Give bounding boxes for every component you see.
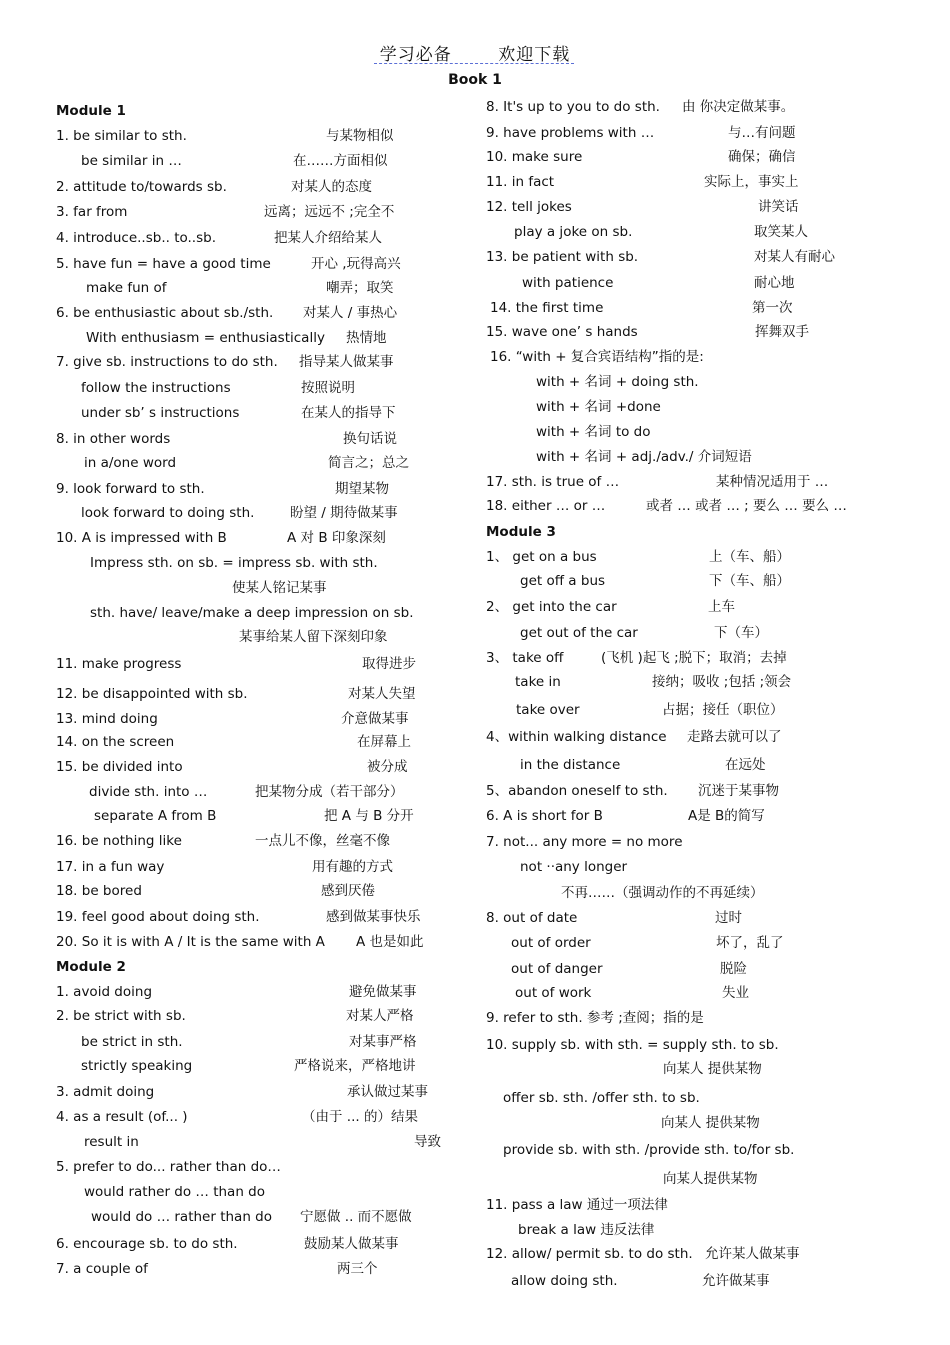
chinese-meaning: 与某物相似 (326, 128, 394, 144)
english-phrase: 9. look forward to sth. (56, 481, 205, 497)
english-phrase: 14. on the screen (56, 734, 175, 750)
chinese-meaning: 耐心地 (754, 275, 795, 291)
english-phrase: 7. a couple of (56, 1261, 148, 1277)
chinese-meaning: （由于 ... 的）结果 (302, 1109, 418, 1125)
chinese-meaning: 嘲弄；取笑 (326, 280, 394, 296)
chinese-meaning: 由 你决定做某事。 (682, 99, 795, 115)
english-phrase: divide sth. into … (89, 784, 208, 800)
chinese-meaning: 盼望 / 期待做某事 (290, 505, 398, 521)
chinese-meaning: 向某人 提供某物 (663, 1061, 762, 1077)
chinese-meaning: A 对 B 印象深刻 (287, 530, 386, 546)
english-phrase: get out of the car (520, 625, 638, 641)
chinese-meaning: 某种情况适用于 … (716, 474, 829, 490)
english-phrase: look forward to doing sth. (81, 505, 255, 521)
chinese-meaning: 远离；远远不 ;完全不 (264, 204, 395, 220)
chinese-meaning: 对某人严格 (346, 1008, 414, 1024)
chinese-meaning: 换句话说 (343, 431, 397, 447)
chinese-meaning: 走路去就可以了 (687, 729, 782, 745)
chinese-meaning: 感到做某事快乐 (326, 909, 421, 925)
english-phrase: 14. the first time (490, 300, 604, 316)
english-phrase: 7. give sb. instructions to do sth. (56, 354, 278, 370)
chinese-meaning: 把某物分成（若干部分） (255, 784, 404, 800)
english-phrase: be strict in sth. (81, 1034, 183, 1050)
chinese-meaning: 两三个 (337, 1261, 378, 1277)
english-phrase: 13. be patient with sb. (486, 249, 639, 265)
english-phrase: 12. allow/ permit sb. to do sth. (486, 1246, 693, 1262)
english-phrase: 3. admit doing (56, 1084, 155, 1100)
english-phrase: 2. be strict with sb. (56, 1008, 186, 1024)
chinese-meaning: 开心 ,玩得高兴 (311, 256, 401, 272)
english-phrase: 11. pass a law 通过一项法律 (486, 1197, 668, 1213)
english-phrase: under sb’ s instructions (81, 405, 240, 421)
chinese-meaning: 承认做过某事 (347, 1084, 428, 1100)
chinese-meaning: 接纳；吸收 ;包括 ;领会 (652, 674, 792, 690)
chinese-meaning: 取得进步 (362, 656, 416, 672)
english-phrase: not ··any longer (520, 859, 628, 875)
chinese-meaning: 导致 (414, 1134, 441, 1150)
english-phrase: 11. make progress (56, 656, 182, 672)
chinese-meaning: 把某人介绍给某人 (274, 230, 382, 246)
english-phrase: 19. feel good about doing sth. (56, 909, 260, 925)
english-phrase: separate A from B (94, 808, 217, 824)
english-phrase: Module 3 (486, 524, 556, 540)
english-phrase: 12. tell jokes (486, 199, 572, 215)
chinese-meaning: 允许某人做某事 (705, 1246, 800, 1262)
header-right-text: 欢迎下载 (498, 45, 571, 65)
english-phrase: 9. have problems with … (486, 125, 655, 141)
chinese-meaning: 失业 (722, 985, 749, 1001)
chinese-meaning: 某事给某人留下深刻印象 (239, 629, 388, 645)
english-phrase: 6. be enthusiastic about sb./sth. (56, 305, 274, 321)
english-phrase: 7. not... any more = no more (486, 834, 683, 850)
english-phrase: take over (516, 702, 580, 718)
english-phrase: Module 1 (56, 103, 126, 119)
chinese-meaning: 对某人有耐心 (754, 249, 835, 265)
english-phrase: 16. “with + 复合宾语结构”指的是: (490, 349, 704, 365)
chinese-meaning: 介意做某事 (341, 711, 409, 727)
english-phrase: 10. make sure (486, 149, 583, 165)
chinese-meaning: 被分成 (367, 759, 408, 775)
chinese-meaning: 过时 (715, 910, 742, 926)
english-phrase: 2. attitude to/towards sb. (56, 179, 227, 195)
english-phrase: 18. either … or … (486, 498, 606, 514)
english-phrase: offer sb. sth. /offer sth. to sb. (503, 1090, 700, 1106)
chinese-meaning: 沉迷于某事物 (698, 783, 779, 799)
chinese-meaning: 在远处 (725, 757, 766, 773)
chinese-meaning: 与…有问题 (728, 125, 796, 141)
english-phrase: sth. have/ leave/make a deep impression on sb. (90, 605, 414, 621)
english-phrase: 1. be similar to sth. (56, 128, 187, 144)
english-phrase: 20. So it is with A / It is the same with A (56, 934, 325, 950)
english-phrase: result in (84, 1134, 139, 1150)
english-phrase: with + 名词 to do (536, 424, 651, 440)
chinese-meaning: 脱险 (720, 961, 747, 977)
english-phrase: 6. A is short for B (486, 808, 603, 824)
chinese-meaning: 上车 (708, 599, 735, 615)
english-phrase: with + 名词 +done (536, 399, 661, 415)
chinese-meaning: 宁愿做 .. 而不愿做 (300, 1209, 412, 1225)
english-phrase: play a joke on sb. (514, 224, 633, 240)
english-phrase: 10. supply sb. with sth. = supply sth. to sb. (486, 1037, 779, 1053)
chinese-meaning: 讲笑话 (758, 199, 799, 215)
english-phrase: 3. far from (56, 204, 128, 220)
chinese-meaning: 上（车、船） (709, 549, 790, 565)
chinese-meaning: 允许做某事 (702, 1273, 770, 1289)
english-phrase: with patience (522, 275, 614, 291)
english-phrase: 5. prefer to do... rather than do… (56, 1159, 281, 1175)
chinese-meaning: 对某人的态度 (291, 179, 372, 195)
chinese-meaning: 对某人 / 事热心 (303, 305, 398, 321)
chinese-meaning: 鼓励某人做某事 (304, 1236, 399, 1252)
english-phrase: 4. as a result (of... ) (56, 1109, 188, 1125)
english-phrase: 17. in a fun way (56, 859, 165, 875)
chinese-meaning: 占据；接任（职位） (662, 702, 784, 718)
english-phrase: get off a bus (520, 573, 606, 589)
chinese-meaning: 挥舞双手 (755, 324, 809, 340)
chinese-meaning: 在屏幕上 (357, 734, 411, 750)
chinese-meaning: 严格说来，严格地讲 (294, 1058, 416, 1074)
english-phrase: would rather do … than do (84, 1184, 265, 1200)
header-left-text: 学习必备 (379, 45, 452, 65)
page-header (0, 40, 950, 65)
english-phrase: 11. in fact (486, 174, 555, 190)
english-phrase: 10. A is impressed with B (56, 530, 227, 546)
english-phrase: with + 名词 + adj./adv./ 介词短语 (536, 449, 752, 465)
english-phrase: 9. refer to sth. 参考 ;查阅；指的是 (486, 1010, 704, 1026)
english-phrase: Impress sth. on sb. = impress sb. with sth. (90, 555, 378, 571)
chinese-meaning: 下（车、船） (709, 573, 790, 589)
english-phrase: be similar in … (81, 153, 182, 169)
english-phrase: 1、 get on a bus (486, 549, 597, 565)
english-phrase: Module 2 (56, 959, 126, 975)
english-phrase: With enthusiasm = enthusiastically (86, 330, 325, 346)
english-phrase: 2、 get into the car (486, 599, 617, 615)
english-phrase: allow doing sth. (511, 1273, 618, 1289)
chinese-meaning: A 也是如此 (356, 934, 424, 950)
english-phrase: out of danger (511, 961, 603, 977)
english-phrase: 8. out of date (486, 910, 578, 926)
english-phrase: strictly speaking (81, 1058, 193, 1074)
chinese-meaning: 一点儿不像，丝毫不像 (255, 833, 390, 849)
chinese-meaning: 第一次 (752, 300, 793, 316)
chinese-meaning: 在某人的指导下 (301, 405, 396, 421)
english-phrase: break a law 违反法律 (518, 1222, 655, 1238)
english-phrase: make fun of (86, 280, 167, 296)
english-phrase: 18. be bored (56, 883, 142, 899)
chinese-meaning: 把 A 与 B 分开 (324, 808, 414, 824)
chinese-meaning: (飞机 )起飞 ;脱下；取消；去掉 (601, 650, 787, 666)
chinese-meaning: 向某人提供某物 (663, 1171, 758, 1187)
english-phrase: 5. have fun = have a good time (56, 256, 271, 272)
chinese-meaning: 期望某物 (335, 481, 389, 497)
chinese-meaning: 在……方面相似 (293, 153, 388, 169)
english-phrase: 15. wave one’ s hands (486, 324, 638, 340)
english-phrase: 15. be divided into (56, 759, 183, 775)
chinese-meaning: 实际上，事实上 (704, 174, 799, 190)
english-phrase: 1. avoid doing (56, 984, 153, 1000)
chinese-meaning: 向某人 提供某物 (661, 1115, 760, 1131)
english-phrase: 13. mind doing (56, 711, 158, 727)
chinese-meaning: 简言之；总之 (328, 455, 409, 471)
english-phrase: with + 名词 + doing sth. (536, 374, 699, 390)
english-phrase: in the distance (520, 757, 621, 773)
chinese-meaning: 确保；确信 (728, 149, 796, 165)
english-phrase: 5、abandon oneself to sth. (486, 783, 668, 799)
english-phrase: in a/one word (84, 455, 177, 471)
chinese-meaning: 热情地 (346, 330, 387, 346)
english-phrase: 3、 take off (486, 650, 564, 666)
english-phrase: 16. be nothing like (56, 833, 182, 849)
english-phrase: follow the instructions (81, 380, 231, 396)
english-phrase: provide sb. with sth. /provide sth. to/for sb. (503, 1142, 795, 1158)
chinese-meaning: 感到厌倦 (321, 883, 375, 899)
english-phrase: 12. be disappointed with sb. (56, 686, 248, 702)
book-title: Book 1 (448, 72, 502, 88)
english-phrase: 8. It's up to you to do sth. (486, 99, 660, 115)
chinese-meaning: 取笑某人 (754, 224, 808, 240)
chinese-meaning: 坏了，乱了 (716, 935, 784, 951)
english-phrase: 8. in other words (56, 431, 171, 447)
chinese-meaning: 下（车） (714, 625, 768, 641)
english-phrase: out of order (511, 935, 591, 951)
english-phrase: 4、within walking distance (486, 729, 667, 745)
english-phrase: out of work (515, 985, 592, 1001)
chinese-meaning: 对某人失望 (348, 686, 416, 702)
chinese-meaning: 不再……（强调动作的不再延续） (561, 885, 764, 901)
english-phrase: 4. introduce..sb.. to..sb. (56, 230, 216, 246)
chinese-meaning: 或者 … 或者 … ; 要么 … 要么 … (646, 498, 847, 514)
english-phrase: would do … rather than do (91, 1209, 272, 1225)
chinese-meaning: 按照说明 (301, 380, 355, 396)
english-phrase: 6. encourage sb. to do sth. (56, 1236, 238, 1252)
chinese-meaning: 对某事严格 (349, 1034, 417, 1050)
chinese-meaning: 指导某人做某事 (299, 354, 394, 370)
chinese-meaning: 用有趣的方式 (312, 859, 393, 875)
header-underline (374, 63, 574, 64)
chinese-meaning: 避免做某事 (349, 984, 417, 1000)
english-phrase: 17. sth. is true of … (486, 474, 620, 490)
chinese-meaning: A是 B的简写 (688, 808, 765, 824)
english-phrase: take in (515, 674, 561, 690)
chinese-meaning: 使某人铭记某事 (232, 580, 327, 596)
